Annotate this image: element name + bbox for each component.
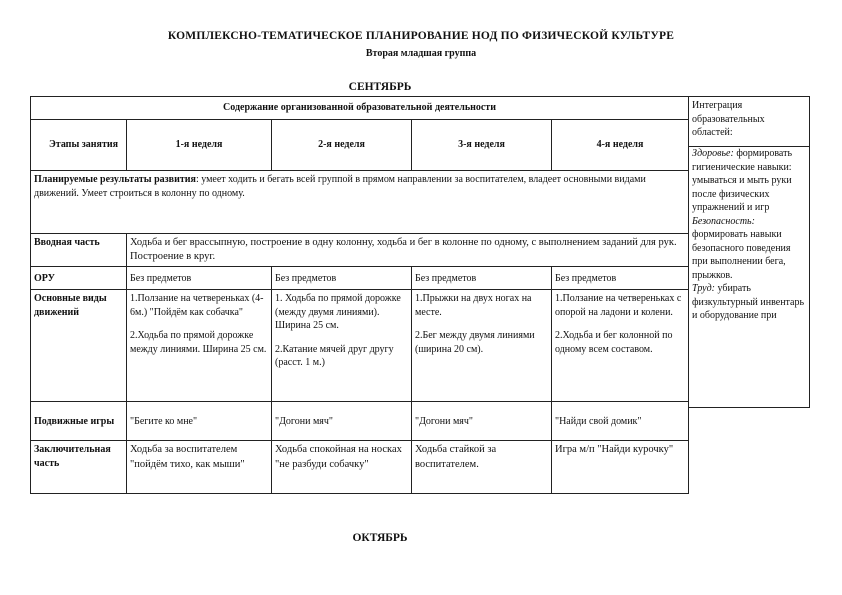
main-week-4-item-2: 2.Ходьба и бег колонной по одному всем составом. [555,330,673,355]
results-cell [31,171,689,234]
content-header: Содержание организованной образовательной деятельности [31,97,689,120]
oru-week-4: Без предметов [552,267,689,290]
month-heading-september: СЕНТЯБРЬ [348,81,412,93]
integration-column [688,96,810,408]
oru-row [31,267,689,290]
main-week-1-item-1: 1.Ползание на четвереньках (4-6м.) "Пойдём как собачка" [130,293,264,318]
safety-text: формировать навыки безопасного поведения при выполнении бега, прыжков. [692,229,791,281]
main-movements-label: Основные виды движений [31,290,127,402]
labor-text: убирать физкультурный инвентарь и оборудование при [692,283,805,321]
oru-week-3: Без предметов [412,267,552,290]
intro-label: Вводная часть [31,234,127,267]
results-row [31,171,689,234]
plan-table [30,96,689,494]
main-week-2 [272,290,412,402]
document-title: КОМПЛЕКСНО-ТЕМАТИЧЕСКОЕ ПЛАНИРОВАНИЕ НОД ПО ФИЗИЧЕСКОЙ КУЛЬТУРЕ [167,30,675,42]
integration-header: Интеграция образовательных областей: [689,99,809,147]
games-row [31,402,689,441]
results-text: : умеет ходить и бегать всей группой в прямом направлении за воспитателем, владеет основными видами движений. Умеет строиться в колонну по одному. [34,174,646,199]
oru-week-2: Без предметов [272,267,412,290]
oru-week-1: Без предметов [127,267,272,290]
final-label: Заключительная часть [31,441,127,494]
main-week-4 [552,290,689,402]
group-subtitle: Вторая младшая группа [365,48,477,59]
main-week-2-item-2: 2.Катание мячей друг другу (расст. 1 м.) [275,343,394,369]
final-week-3: Ходьба стайкой за воспитателем. [412,441,552,494]
main-week-2-item-1: 1. Ходьба по прямой дорожке (между двумя линиями). Ширина 25 см. [275,293,401,332]
week-1-header: 1-я неделя [127,120,272,171]
games-week-2: "Догони мяч" [272,402,412,441]
week-2-header: 2-я неделя [272,120,412,171]
week-3-header: 3-я неделя [412,120,552,171]
labor-label: Труд: [692,283,715,294]
results-label: Планируемые результаты развития [34,174,196,185]
month-heading-october: ОКТЯБРЬ [352,532,408,544]
games-week-4: "Найди свой домик" [552,402,689,441]
oru-label: ОРУ [31,267,127,290]
stage-header: Этапы занятия [31,120,127,171]
health-text: формировать гигиенические навыки: умываться и мыть руки после физических упражнений и игр [692,148,793,213]
main-movements-row [31,290,689,402]
games-week-3: "Догони мяч" [412,402,552,441]
final-week-1: Ходьба за воспитателем "пойдём тихо, как мыши" [127,441,272,494]
final-row [31,441,689,494]
main-week-4-item-1: 1.Ползание на четвереньках с опорой на ладони и колени. [555,293,682,318]
safety-label: Безопасность: [692,215,755,227]
main-week-1 [127,290,272,402]
main-week-3 [412,290,552,402]
final-week-2: Ходьба спокойная на носках "не разбуди собачку" [272,441,412,494]
intro-row [31,234,689,267]
integration-body [692,147,806,323]
health-label: Здоровье: [692,148,734,159]
content-header-row [31,97,689,120]
final-week-4: Игра м/п "Найди курочку" [552,441,689,494]
main-week-1-item-2: 2.Ходьба по прямой дорожке между линиями. Ширина 25 см. [130,330,267,355]
games-week-1: "Бегите ко мне" [127,402,272,441]
intro-text: Ходьба и бег врассыпную, построение в одну колонну, ходьба и бег в колонне по одному, с выполнением заданий для рук. Построение в круг. [127,234,689,267]
weeks-row [31,120,689,171]
week-4-header: 4-я неделя [552,120,689,171]
main-week-3-item-2: 2.Бег между двумя линиями (ширина 20 см). [415,330,535,355]
main-week-3-item-1: 1.Прыжки на двух ногах на месте. [415,293,532,318]
games-label: Подвижные игры [31,402,127,441]
